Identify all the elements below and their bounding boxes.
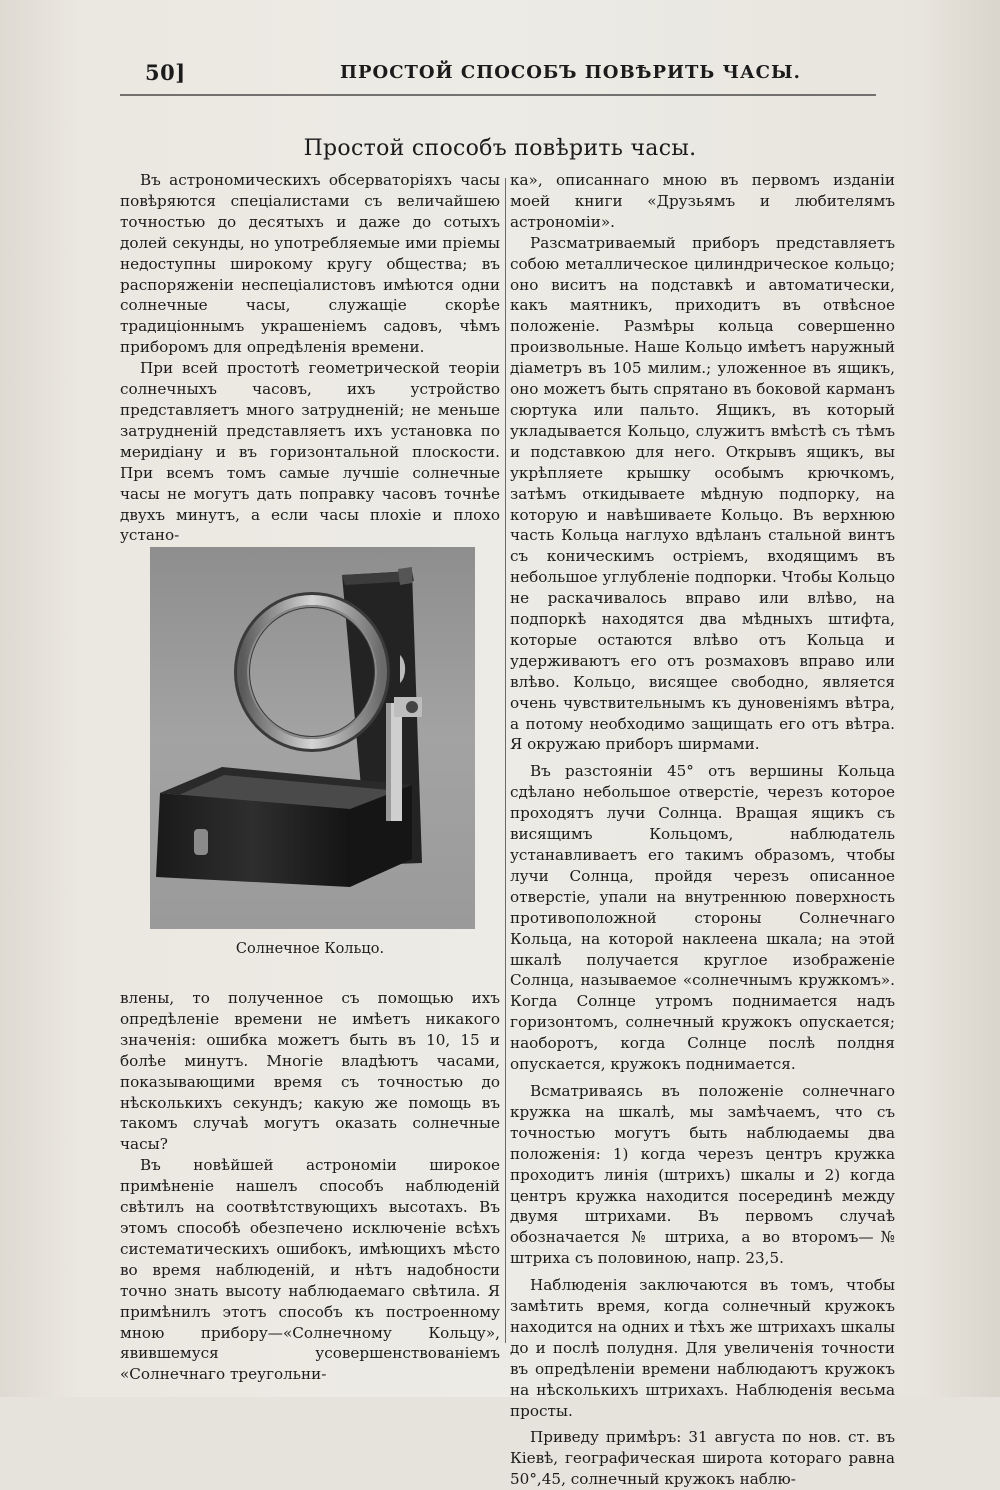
paragraph: Всматриваясь въ положеніе солнечнаго кружка на шкалѣ, мы замѣчаемъ, что съ точностью могутъ быть наблюдаемы два положенія: 1) когда черезъ центръ кружка проходитъ линія (штрихъ) шкалы и 2) когда центръ кружка находится посерединѣ между двумя штрихами. Въ первомъ случаѣ обозначается № штриха, а во второмъ—№ штриха съ половиною, напр. 23,5. — [510, 1081, 895, 1268]
paragraph: ка», описаннаго мною въ первомъ изданіи моей книги «Друзьямъ и любителямъ астрономіи». — [510, 171, 895, 231]
paragraph: При всей простотѣ геометрической теоріи солнечныхъ часовъ, ихъ устройство представляетъ много затрудненій; не меньше затрудненій представляетъ ихъ установка по меридіану и въ горизонтальной плоскости. При всемъ томъ самые лучшіе солнечные часы не могутъ дать поправку часовъ точнѣе двухъ минутъ, а если часы плохіе и плохо устано- — [120, 359, 500, 545]
sun-ring-picture — [150, 547, 475, 929]
paragraph: Въ новѣйшей астрономіи широкое примѣненіе нашелъ способъ наблюденій свѣтилъ на соотвѣтствующихъ высотахъ. Въ этомъ способѣ обезпечено исключеніе всѣхъ систематическихъ ошибокъ, имѣющихъ мѣсто во время наблюденій, и нѣтъ надобности точно знать высоту наблюдаемаго свѣтила. Я примѣнилъ этотъ способъ къ построенному мною прибору—«Солнечному Кольцу», явившемуся усовершенствованіемъ «Солнечнаго треугольни- — [120, 1156, 500, 1384]
right-column — [510, 170, 895, 1490]
left-column-top — [120, 170, 500, 546]
article-title: Простой способъ повѣрить часы. — [303, 136, 697, 161]
page-number: 50] — [145, 60, 186, 85]
running-title: ПРОСТОЙ СПОСОБЪ ПОВѢРИТЬ ЧАСЫ. — [340, 62, 801, 83]
wavy-rule — [120, 88, 880, 102]
paragraph: Наблюденія заключаются въ томъ, чтобы замѣтить время, когда солнечный кружокъ находится на одних и тѣхъ же штрихахъ шкалы до и послѣ полудня. Для увеличенія точности въ опредѣленіи времени наблюдаютъ кружокъ на нѣсколькихъ штрихахъ. Наблюденія весьма просты. — [510, 1276, 895, 1420]
column-divider — [505, 178, 506, 1343]
figure-caption: Солнечное Кольцо. — [235, 941, 385, 957]
paragraph: Въ разстояніи 45° отъ вершины Кольца сдѣлано небольшое отверстіе, черезъ которое проходятъ лучи Солнца. Вращая ящикъ съ висящимъ Кольцомъ, наблюдатель устанавливаетъ его такимъ образомъ, чтобы лучи Солнца, пройдя черезъ описанное отверстіе, упали на внутреннюю поверхность противоположной стороны Солнечнаго Кольца, на которой наклеена шкала; на этой шкалѣ получается круглое изображеніе Солнца, называемое «солнечнымъ кружкомъ». Когда Солнце утромъ поднимается надъ горизонтомъ, солнечный кружокъ опускается; наоборотъ, когда Солнце послѣ полдня опускается, кружокъ поднимается. — [510, 762, 895, 1074]
left-column-bottom — [120, 988, 500, 1385]
running-header — [145, 58, 870, 92]
sun-ring-illustration — [150, 547, 475, 929]
paragraph: влены, то полученное съ помощью ихъ опредѣленіе времени не имѣетъ никакого значенія: ошибка можетъ быть въ 10, 15 и болѣе минутъ. Многіе владѣютъ часами, показывающими время съ точностью до нѣсколькихъ секундъ; какую же помощь въ такомъ случаѣ могутъ оказать солнечные часы? — [120, 989, 500, 1154]
paragraph: Разсматриваемый приборъ представляетъ собою металлическое цилиндрическое кольцо; оно виситъ на подставкѣ и автоматически, какъ маятникъ, приходитъ въ отвѣсное положеніе. Размѣры кольца совершенно произвольные. Наше Кольцо имѣетъ наружный діаметръ въ 105 милим.; уложенное въ ящикъ, оно можетъ быть спрятано въ боковой карманъ сюртука или пальто. Ящикъ, въ который укладывается Кольцо, служитъ вмѣстѣ съ тѣмъ и подставкою для него. Открывъ ящикъ, вы укрѣпляете крышку особымъ крючкомъ, затѣмъ откидываете мѣдную подпорку, на которую и навѣшиваете Кольцо. Въ верхнюю часть Кольца наглухо вдѣланъ стальной винтъ съ коническимъ остріемъ, входящимъ въ небольшое углубленіе подпорки. Чтобы Кольцо не раскачивалось вправо или влѣво, на подпоркѣ находятся два мѣдныхъ штифта, которые остаются влѣво отъ Кольца и удерживаютъ его отъ розмаховъ вправо или влѣво. Кольцо, висящее свободно, является очень чувствительнымъ къ дуновеніямъ вѣтра, а потому необходимо защищать его отъ вѣтра. Я окружаю приборъ ширмами. — [510, 233, 895, 754]
paragraph: Приведу примѣръ: 31 августа по нов. ст. въ Кіевѣ, географическая широта котораго равна 50°,45, солнечный кружокъ наблю- — [510, 1428, 895, 1489]
paragraph: Въ астрономическихъ обсерваторіяхъ часы повѣряются спеціалистами съ величайшею точностью до десятыхъ и даже до сотыхъ долей секунды, но употребляемые ими пріемы недоступны широкому кругу общества; въ распоряженіи неспеціалистовъ имѣются одни солнечные часы, служащіе скорѣе традиціоннымъ украшеніемъ садовъ, чѣмъ приборомъ для опредѣленія времени. — [120, 171, 500, 357]
